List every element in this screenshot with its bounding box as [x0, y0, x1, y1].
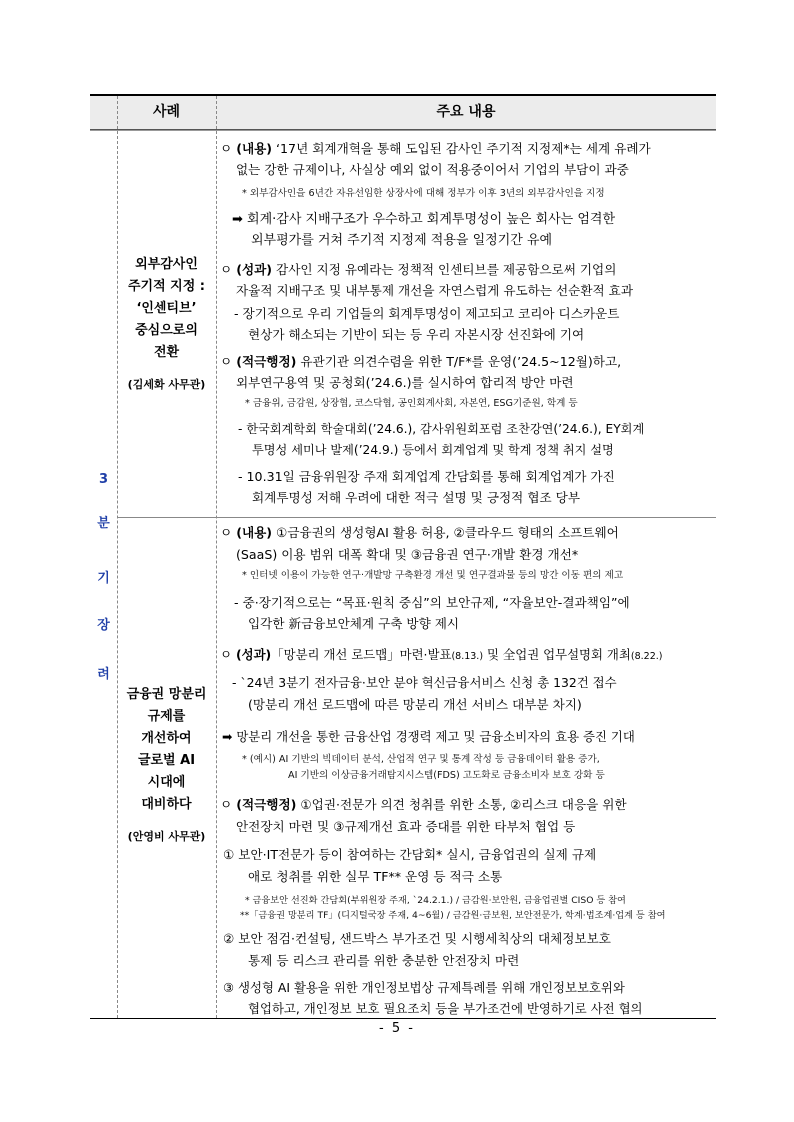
case1-bullet2-line1: ㅇ (성과) 감사인 지정 유예라는 정책적 인센티브를 제공함으로써 기업의 [220, 262, 617, 277]
case2-bullet3-line1: ㅇ (적극행정) ①업권·전문가 의견 청취를 위한 소통, ②리스크 대응을 위한 [220, 797, 627, 812]
case2-item3-line1: ③ 생성형 AI 활용을 위한 개인정보법상 규제특례를 위해 개인정보보호위와 [223, 980, 625, 995]
case2-item2-line1: ② 보안 점검·컨설팅, 샌드박스 부가조건 및 시행세칙상의 대체정보보호 [223, 931, 611, 946]
case1-bullet2-dash2: 현상가 해소되는 기반이 되는 등 우리 자본시장 선진화에 기여 [248, 327, 585, 342]
case1-bullet3-dash2: 투명성 세미나 발제(’24.9.) 등에서 회계업계 및 학계 정책 취지 설명 [252, 443, 614, 457]
page-number: - 5 - [379, 1021, 415, 1036]
case2-bullet1-line2: (SaaS) 이용 범위 대폭 확대 및 ③금융권 연구·개발 환경 개선* [236, 547, 579, 562]
case1-bullet2-line2: 자율적 지배구조 및 내부통제 개선을 자연스럽게 유도하는 선순환적 효과 [236, 283, 633, 298]
case1-bullet3-dash4: 회계투명성 저해 우려에 대한 적극 설명 및 긍정적 협조 당부 [252, 490, 581, 505]
case-table [90, 94, 716, 1019]
case2-bullet2-note2: AI 기반의 이상금융거래탐지시스템(FDS) 고도화로 금융소비자 보호 강화 등 [288, 770, 605, 781]
table-row-divider [117, 517, 716, 518]
case2-bullet2-note1: * (예시) AI 기반의 빅데이터 분석, 산업적 연구 및 통계 작성 등 금융데이터 활용 증가, [242, 754, 600, 765]
quarter-label-char: 3 [98, 472, 109, 487]
case2-bullet2-arrow: ➡ 망분리 개선을 통한 금융산업 경쟁력 제고 및 금융소비자의 효용 증진 기대 [222, 729, 635, 744]
case2-title: 금융권 망분리 규제를 개선하여 글로벌 AI 시대에 대비하다 [126, 687, 207, 812]
case2-bullet3-line2: 안전장치 마련 및 ③규제개선 효과 증대를 위한 타부처 협업 등 [236, 819, 576, 834]
case2-item2-line2: 통제 등 리스크 관리를 위한 충분한 안전장치 마련 [248, 953, 520, 968]
column-divider-1 [117, 96, 118, 1018]
case1-bullet3-line1: ㅇ (적극행정) 유관기관 의견수렴을 위한 T/F*를 운영(’24.5~12월)하고, [220, 354, 622, 369]
case1-bullet1-line2: 없는 강한 규제이나, 사실상 예외 없이 적용중이어서 기업의 부담이 과중 [236, 162, 629, 177]
case1-bullet1-line1: ㅇ (내용) ‘17년 회계개혁을 통해 도입된 감사인 주기적 지정제*는 세계 유례가 [220, 141, 651, 156]
case1-bullet3-line2: 외부연구용역 및 공청회(’24.6.)를 실시하여 합리적 방안 마련 [236, 375, 574, 390]
header-main-content: 주요 내용 [436, 104, 496, 120]
case2-item3-line2: 협업하고, 개인정보 보호 필요조치 등을 부가조건에 반영하기로 사전 협의 [248, 1001, 643, 1016]
case2-author: (안영비 사무관) [127, 830, 206, 843]
case2-bullet1-note: * 인터넷 이용이 가능한 연구·개발망 구축환경 개선 및 연구결과물 등의 망간 이동 편의 제고 [242, 570, 624, 581]
case1-bullet2-dash1: - 장기적으로 우리 기업들의 회계투명성이 제고되고 코리아 디스카운트 [234, 306, 620, 321]
case2-item1-note2: **「금융권 망분리 TF」(디지털국장 주재, 4~6월) / 금감원·금보원, 보안전문가, 학계·법조계·업계 등 참여 [240, 910, 666, 921]
case1-author: (김세화 사무관) [127, 378, 206, 391]
quarter-label-char: 려 [97, 667, 110, 682]
column-divider-2 [216, 96, 217, 1018]
table-header-double-rule [90, 130, 716, 131]
quarter-label-char: 분 [97, 516, 110, 531]
quarter-label-char: 장 [97, 618, 110, 633]
quarter-label-char: 기 [97, 571, 110, 586]
case1-bullet3-dash3: - 10.31일 금융위원장 주재 회계업계 간담회를 통해 회계업계가 가진 [238, 469, 615, 484]
case2-bullet1-dash2: 입각한 新금융보안체계 구축 방향 제시 [248, 616, 460, 631]
case1-bullet1-note: * 외부감사인을 6년간 자유선임한 상장사에 대해 정부가 이후 3년의 외부감사인을 지정 [242, 188, 605, 199]
case1-arrow-line2: 외부평가를 거쳐 주기적 지정제 적용을 일정기간 유예 [251, 233, 553, 248]
case2-bullet2-dash2: (망분리 개선 로드맵에 따른 망분리 개선 서비스 대부분 차지) [248, 697, 582, 712]
case2-item1-note1: * 금융보안 선진화 간담회(부위원장 주재, `24.2.1.) / 금감원·보안원, 금융업권별 CISO 등 참여 [245, 895, 626, 906]
case1-bullet3-note: * 금융위, 금감원, 상장협, 코스닥협, 공인회계사회, 자본연, ESG기준원, 학계 등 [245, 398, 578, 409]
case1-bullet3-dash1: - 한국회계학회 학술대회(’24.6.), 감사위원회포럼 조찬강연(’24.6.), EY회계 [238, 422, 645, 436]
header-case: 사례 [152, 104, 181, 120]
case2-item1-line2: 애로 청취를 위한 실무 TF** 운영 등 적극 소통 [248, 869, 503, 884]
case1-arrow-line1: ➡ 회계·감사 지배구조가 우수하고 회계투명성이 높은 회사는 엄격한 [232, 212, 616, 227]
case1-title: 외부감사인 주기적 지정 : ‘인센티브’ 중심으로의 전환 [127, 257, 206, 360]
case2-item1-line1: ① 보안·IT전문가 등이 참여하는 간담회* 실시, 금융업권의 실제 규제 [223, 847, 597, 862]
case2-bullet1-line1: ㅇ (내용) ①금융권의 생성형AI 활용 허용, ②클라우드 형태의 소프트웨어 [220, 525, 619, 540]
case2-bullet1-dash1: - 중·장기적으로는 “목표·원칙 중심”의 보안규제, “자율보안-결과책임”에 [234, 595, 630, 610]
case2-bullet2-dash1: - `24년 3분기 전자금융·보안 분야 혁신금융서비스 신청 총 132건 접수 [232, 675, 617, 690]
case2-bullet2-line1: ㅇ (성과)「망분리 개선 로드맵」마련·발표(8.13.) 및 全업권 업무설명회 개최(8.22.) [220, 647, 663, 662]
